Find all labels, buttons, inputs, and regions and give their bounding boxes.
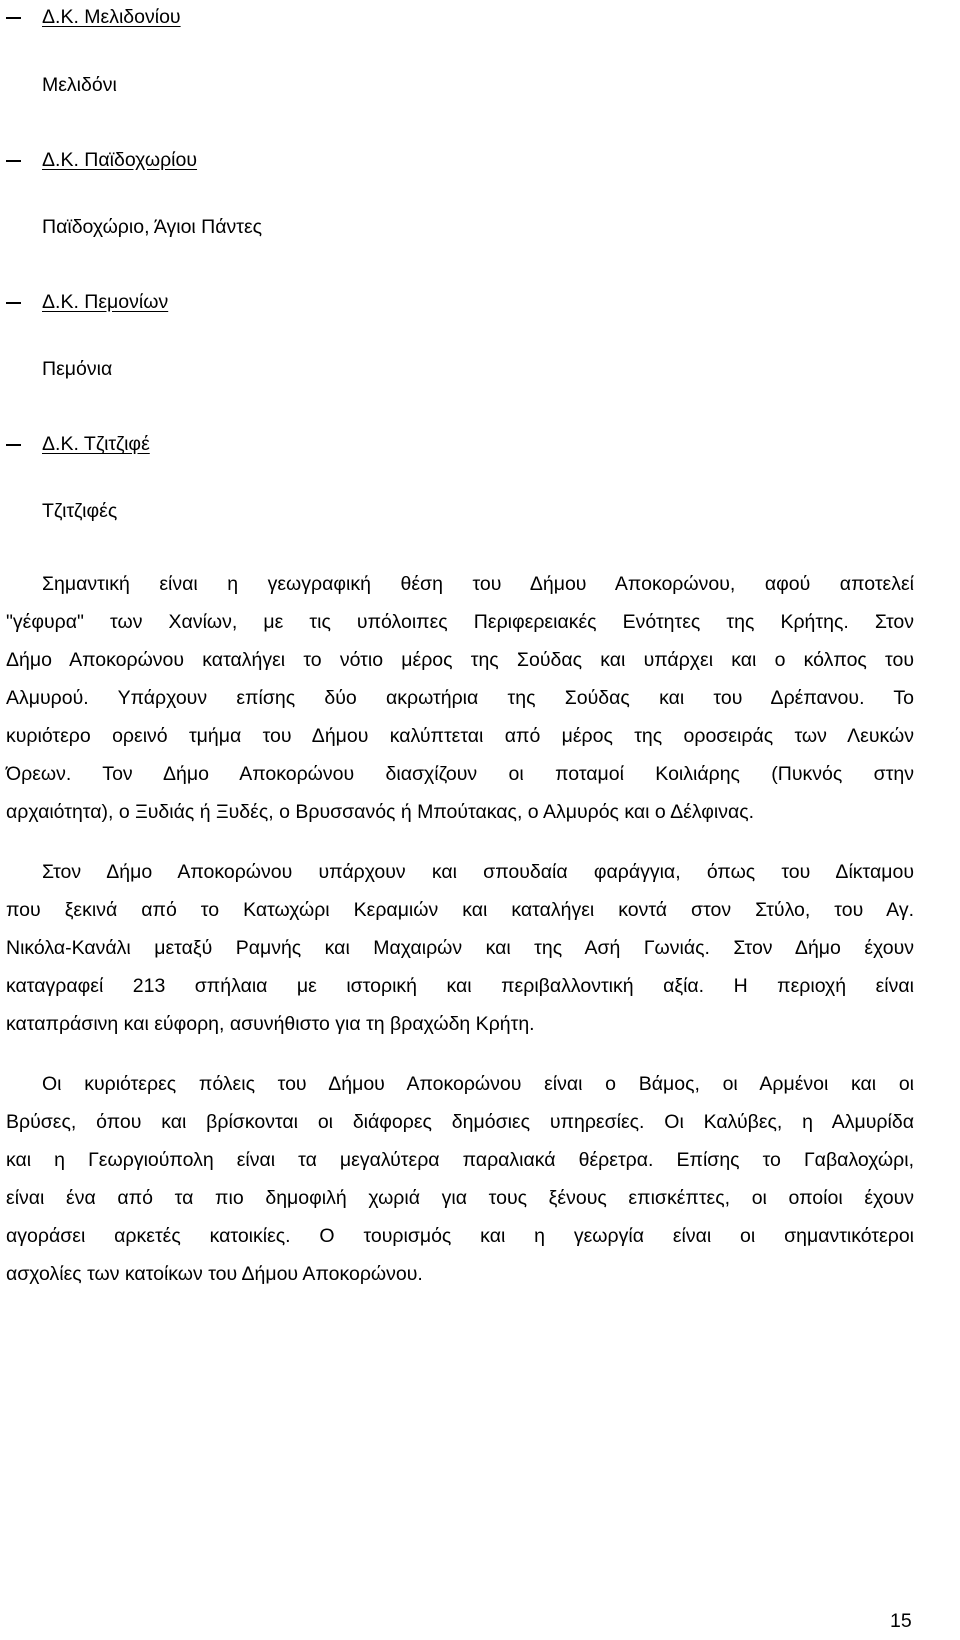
paragraph-line: είναι ένα από τα πιο δημοφιλή χωριά για τους ξένους επισκέπτες, οι οποίοι έχουν bbox=[6, 1187, 914, 1209]
department-item bbox=[0, 2, 300, 32]
paragraph-line: Αλμυρού. Υπάρχουν επίσης δύο ακρωτήρια της Σούδας και του Δρέπανου. Το bbox=[6, 687, 914, 709]
paragraph-line: Οι κυριότερες πόλεις του Δήμου Αποκορώνου είναι ο Βάμος, οι Αρμένοι και οι bbox=[42, 1073, 914, 1095]
paragraph-line: Δήμο Αποκορώνου καταλήγει το νότιο μέρος της Σούδας και υπάρχει και ο κόλπος του bbox=[6, 649, 914, 671]
village-list: Πεμόνια bbox=[42, 358, 113, 380]
department-label: Δ.Κ. Τζιτζιφέ bbox=[42, 433, 150, 455]
paragraph-line: ασχολίες των κατοίκων του Δήμου Αποκορώνου. bbox=[6, 1263, 423, 1285]
paragraph-line: Σημαντική είναι η γεωγραφική θέση του Δήμου Αποκορώνου, αφού αποτελεί bbox=[42, 573, 914, 595]
paragraph-line: που ξεκινά από το Κατωχώρι Κεραμιών και καταλήγει κοντά στον Στύλο, του Αγ. bbox=[6, 899, 914, 921]
department-label: Δ.Κ. Πεμονίων bbox=[42, 291, 169, 313]
department-label: Δ.Κ. Μελιδονίου bbox=[42, 6, 181, 28]
department-item bbox=[0, 287, 300, 317]
dash-bullet-icon bbox=[6, 17, 21, 19]
paragraph-line: Στον Δήμο Αποκορώνου υπάρχουν και σπουδαία φαράγγια, όπως του Δίκταμου bbox=[42, 861, 914, 883]
department-item bbox=[0, 429, 300, 459]
dash-bullet-icon bbox=[6, 160, 21, 162]
paragraph-line: καταγραφεί 213 σπήλαια με ιστορική και περιβαλλοντική αξία. Η περιοχή είναι bbox=[6, 975, 914, 997]
department-item bbox=[0, 145, 300, 175]
paragraph-line: "γέφυρα" των Χανίων, με τις υπόλοιπες Περιφερειακές Ενότητες της Κρήτης. Στον bbox=[6, 611, 914, 633]
dash-bullet-icon bbox=[6, 444, 21, 446]
village-list: Τζιτζιφές bbox=[42, 500, 118, 522]
paragraph-line: αρχαιότητα), ο Ξυδιάς ή Ξυδές, ο Βρυσσανός ή Μπούτακας, ο Αλμυρός και ο Δέλφινας. bbox=[6, 801, 755, 823]
paragraph-line: αγοράσει αρκετές κατοικίες. Ο τουρισμός και η γεωργία είναι οι σημαντικότεροι bbox=[6, 1225, 914, 1247]
paragraph-line: Όρεων. Τον Δήμο Αποκορώνου διασχίζουν οι ποταμοί Κοιλιάρης (Πυκνός στην bbox=[6, 763, 914, 785]
village-list: Παϊδοχώριο, Άγιοι Πάντες bbox=[42, 216, 263, 238]
paragraph-line: και η Γεωργιούπολη είναι τα μεγαλύτερα παραλιακά θέρετρα. Επίσης το Γαβαλοχώρι, bbox=[6, 1149, 914, 1171]
paragraph-line: Βρύσες, όπου και βρίσκονται οι διάφορες δημόσιες υπηρεσίες. Οι Καλύβες, η Αλμυρίδα bbox=[6, 1111, 914, 1133]
paragraph-line: καταπράσινη και εύφορη, ασυνήθιστο για τη βραχώδη Κρήτη. bbox=[6, 1013, 535, 1035]
dash-bullet-icon bbox=[6, 302, 21, 304]
department-label: Δ.Κ. Παϊδοχωρίου bbox=[42, 149, 198, 171]
paragraph-line: Νικόλα-Κανάλι μεταξύ Ραμνής και Μαχαιρών και της Ασή Γωνιάς. Στον Δήμο έχουν bbox=[6, 937, 914, 959]
village-list: Μελιδόνι bbox=[42, 74, 117, 96]
page-number: 15 bbox=[890, 1610, 912, 1632]
paragraph-line: κυριότερο ορεινό τμήμα του Δήμου καλύπτεται από μέρος της οροσειράς των Λευκών bbox=[6, 725, 914, 747]
